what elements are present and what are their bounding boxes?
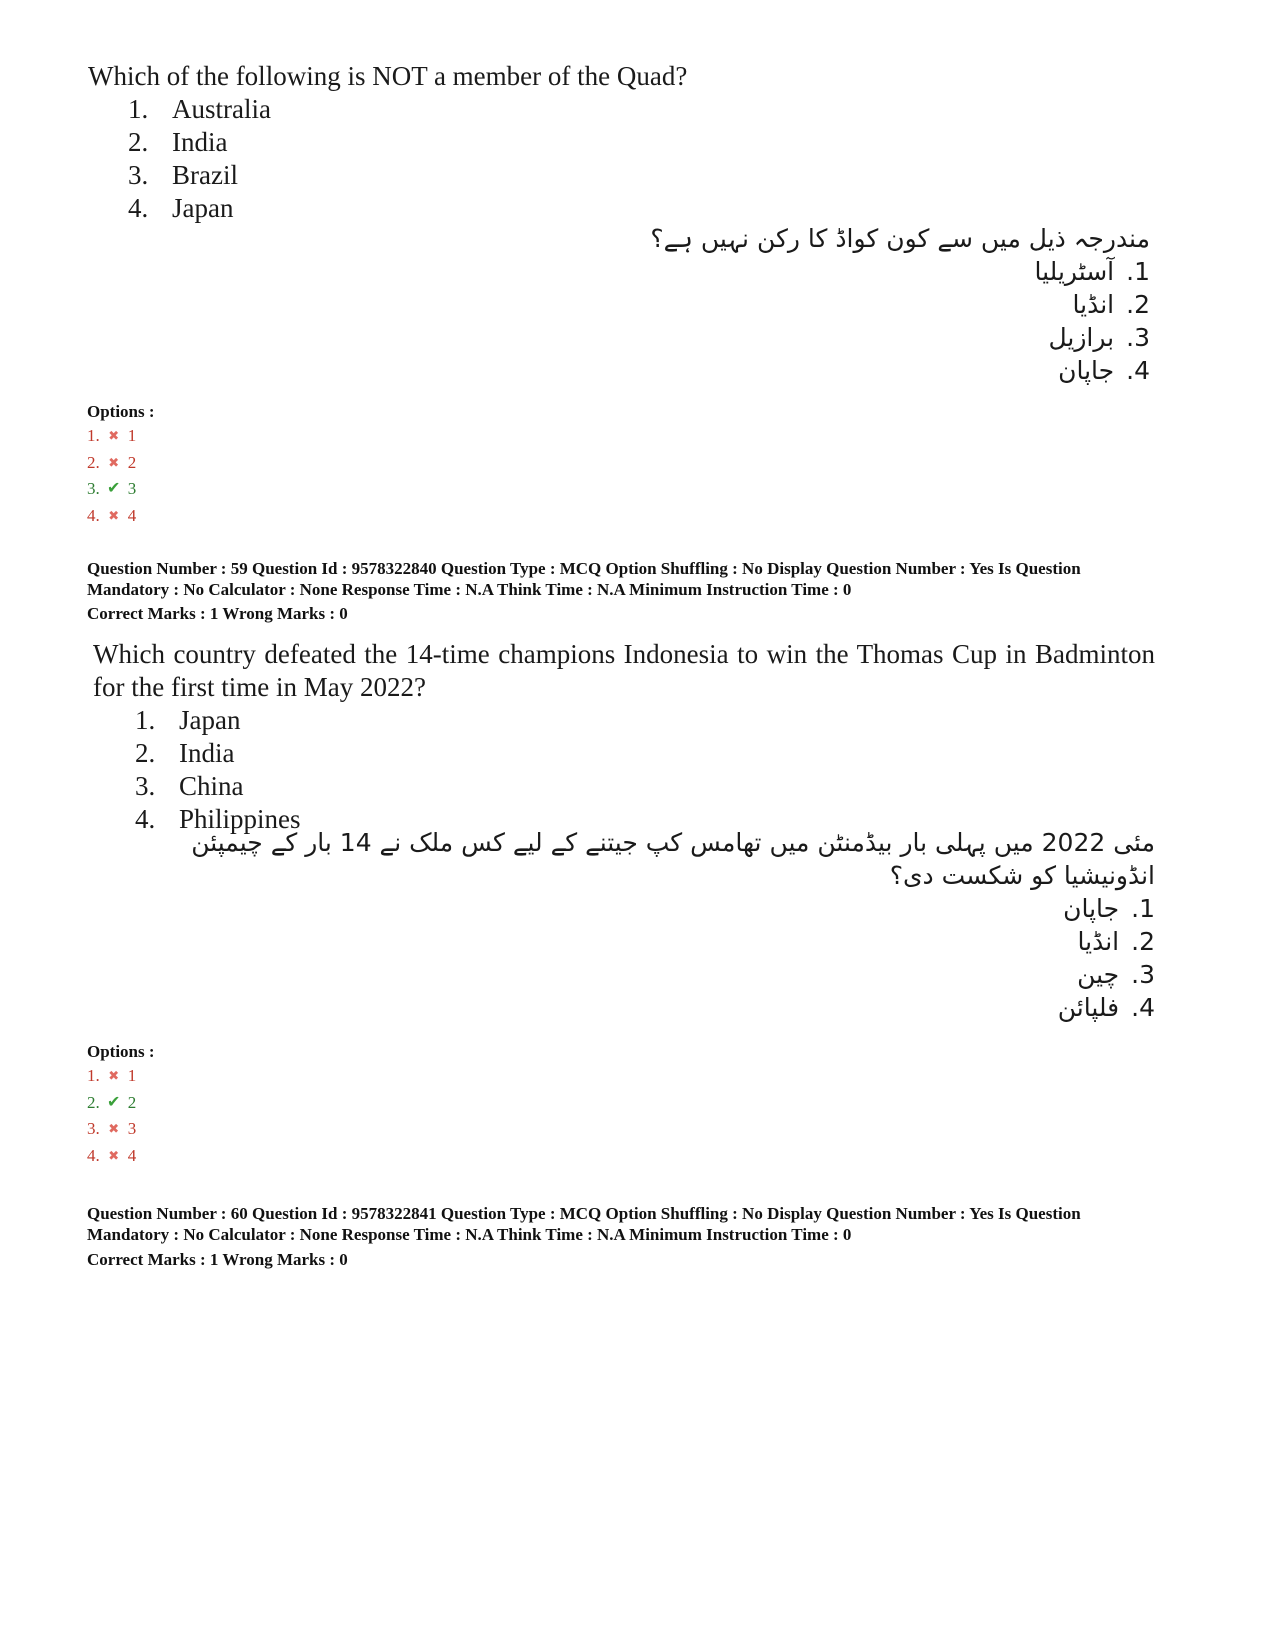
choice-item-urdu: .1آسٹریلیا bbox=[1034, 257, 1150, 286]
option-item: 4. ✖ 4 bbox=[87, 1143, 136, 1170]
question-english bbox=[93, 638, 1155, 836]
option-item-correct: 3. ✔ 3 bbox=[87, 476, 136, 503]
question-stem: Which of the following is NOT a member of the Quad? bbox=[88, 61, 688, 91]
check-icon: ✔ bbox=[107, 1093, 121, 1111]
cross-icon: ✖ bbox=[108, 1147, 120, 1163]
choice-item: 3. Brazil bbox=[128, 160, 238, 190]
choice-item-urdu: .3چین bbox=[1077, 960, 1155, 989]
cross-icon: ✖ bbox=[108, 1068, 120, 1083]
option-item: 3. ✖ 3 bbox=[87, 1116, 136, 1143]
choice-item-urdu: .1جاپان bbox=[1063, 894, 1155, 923]
question-stem-urdu: مئی 2022 میں پہلی بار بیڈمنٹن میں تھامس کپ جیتنے کے لیے کس ملک نے 14 بار کے چیمپئن انڈونیشیا کو شکست دی؟ bbox=[191, 828, 1155, 890]
question-stem: Which country defeated the 14-time champions Indonesia to win the Thomas Cup in Badminton for the first time in May 2022? bbox=[93, 639, 1155, 702]
question-stem-urdu: مندرجہ ذیل میں سے کون کواڈ کا رکن نہیں ہے؟ bbox=[650, 224, 1150, 253]
options-label: Options : bbox=[87, 402, 155, 421]
options-list bbox=[87, 1063, 136, 1169]
choice-item: 2. India bbox=[135, 738, 235, 768]
cross-icon: ✖ bbox=[108, 454, 120, 470]
question-urdu bbox=[600, 222, 1150, 387]
cross-icon: ✖ bbox=[108, 428, 120, 443]
question-marks: Correct Marks : 1 Wrong Marks : 0 bbox=[87, 604, 348, 623]
choice-item: 4. Japan bbox=[128, 193, 234, 223]
choice-item: 1. Australia bbox=[128, 94, 271, 124]
choice-list-urdu bbox=[140, 892, 1155, 1024]
choice-item: 3. China bbox=[135, 771, 244, 801]
choice-item-urdu: .2انڈیا bbox=[1077, 927, 1155, 956]
choice-item-urdu: .3برازیل bbox=[1048, 323, 1150, 352]
check-icon: ✔ bbox=[107, 480, 121, 497]
choice-list bbox=[128, 93, 788, 225]
options-list bbox=[87, 423, 136, 529]
question-urdu bbox=[140, 826, 1155, 1024]
question-marks: Correct Marks : 1 Wrong Marks : 0 bbox=[87, 1250, 348, 1269]
choice-item-urdu: .4جاپان bbox=[1058, 356, 1150, 385]
choice-item: 4. Philippines bbox=[135, 804, 301, 834]
choice-item-urdu: .2انڈیا bbox=[1072, 290, 1150, 319]
choice-item-urdu: .4فلپائن bbox=[1057, 993, 1155, 1022]
option-item: 1. ✖ 1 bbox=[87, 1063, 136, 1090]
choice-list bbox=[135, 704, 1155, 836]
cross-icon: ✖ bbox=[108, 1121, 120, 1136]
option-item: 2. ✖ 2 bbox=[87, 450, 136, 477]
option-item-correct: 2. ✔ 2 bbox=[87, 1090, 136, 1117]
question-meta: Question Number : 59 Question Id : 9578322840 Question Type : MCQ Option Shuffling : No Display Question Number : Yes Is Question Mandatory : No Calculator : None Response Time : N.A Think Time : N.A Minimum Instruction Time : 0 bbox=[87, 559, 1081, 599]
question-meta: Question Number : 60 Question Id : 9578322841 Question Type : MCQ Option Shuffling : No Display Question Number : Yes Is Question Mandatory : No Calculator : None Response Time : N.A Think Time : N.A Minimum Instruction Time : 0 bbox=[87, 1204, 1081, 1244]
choice-item: 1. Japan bbox=[135, 705, 241, 735]
question-english bbox=[88, 60, 788, 225]
choice-item: 2. India bbox=[128, 127, 228, 157]
cross-icon: ✖ bbox=[108, 507, 120, 523]
choice-list-urdu bbox=[600, 255, 1150, 387]
option-item: 4. ✖ 4 bbox=[87, 503, 136, 530]
option-item: 1. ✖ 1 bbox=[87, 423, 136, 450]
options-label: Options : bbox=[87, 1042, 155, 1061]
